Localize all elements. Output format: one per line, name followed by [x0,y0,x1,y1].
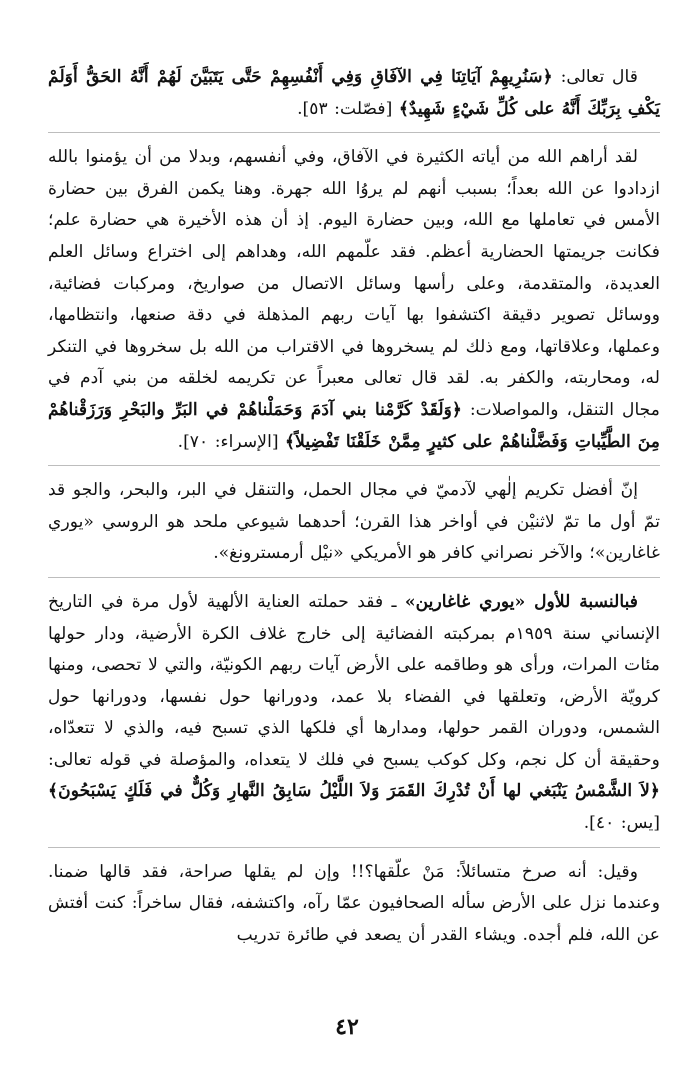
body-text: لقد أراهم الله من أياته الكثيرة في الآفاق، وفي أنفسهم، وبدلا من أن يؤمنوا بالله ازدادوا عن الله بعداً؛ بسبب أنهم لم يروُا الله جهرة. وهنا يكمن الفرق بين حضارة الأمس في تعاملها مع الله، وبين حضارة اليوم. إذ أن هذه الأخيرة هي حضارة علم؛ فكانت جريمتها الحضارية أعظم. فقد علّمهم الله، وهداهم إلى اختراع وسائل العلم العديدة، والمتقدمة، وعلى رأسها وسائل الاتصال من صواريخ، ومركبات فضائية، ووسائل تصوير دقيقة اكتشفوا بها آيات ربهم المذهلة في دقة صنعها، وانتظامها، وعملها، وعلاقاتها، ومع ذلك لم يسخروها في الاقتراب من الله بل سخروها في التنكر له، ومحاربته، والكفر به. لقد قال تعالى معبراً عن تكريمه لخلقه من بني آدم في مجال التنقل، والمواصلات: [48,147,660,420]
body-text: إنّ أفضل تكريم إلٰهي لآدميّ في مجال الحمل، والتنقل في البر، والبحر، والجو قد تمّ أول ما تمّ لاثنيْن في أواخر هذا القرن؛ أحدهما شيوعي ملحد هو الروسي «يوري غاغارين»؛ والآخر نصراني كافر هو الأمريكي «نيْل أرمسترونغ». [48,480,660,564]
paragraph-divider [48,577,660,578]
paragraph-5 [48,857,660,952]
paragraph-divider [48,132,660,133]
page-body [48,62,660,1022]
body-text: [يس: ٤٠]. [583,813,660,834]
page-number: ٤٢ [335,1014,359,1040]
paragraph-2 [48,142,660,458]
body-text: [الإسراء: ٧٠]. [177,431,286,452]
bold-heading-text: فبالنسبة للأول «يوري غاغارين» [404,591,638,612]
quran-verse: ﴿لاَ الشَّمْسُ يَنْبَغي لها أَنْ تُدْرِكَ القَمَرَ وَلاَ اللَّيْلُ سَابِقُ النَّهارِ وَكُلٌّ في فَلَكٍ يَسْبَحُونَ﴾ [48,781,660,802]
quran-verse: ﴿سَنُرِيهِمْ آيَاتِنَا فِي الآفَاقِ وَفِي أَنْفُسِهِمْ حَتَّى يَتَبَيَّنَ لَهُمْ أَنَّهُ الحَقُّ أَوَلَمْ يَكْفِ بِرَبِّكَ أَنَّهُ على كُلِّ شَيْءٍ شَهِيدٌ﴾ [48,67,660,119]
paragraph-divider [48,465,660,466]
body-text: [فصّلت: ٥٣]. [297,98,399,119]
paragraph-3 [48,475,660,570]
paragraph-divider [48,847,660,848]
body-text: وقيل: أنه صرخ متسائلاً: مَنْ علّقها؟!! وإن لم يقلها صراحة، فقد قالها ضمنا. وعندما نزل على الأرض سأله الصحافيون عمّا رآه، واكتشفه، فقال ساخراً: كنت أفتش عن الله، فلم أجده. ويشاء القدر أن يصعد في طائرة تدريب [48,861,661,945]
paragraph-1 [48,62,660,125]
body-text: ـ فقد حملته العناية الألهية لأول مرة في التاريخ الإنساني سنة ١٩٥٩م بمركبته الفضائية إلى خارج غلاف الكرة الأرضية، ودار حولها مئات المرات، ورأى هو وطاقمه على الأرض آيات ربهم الكونيّة، والتي لا تحصى، ومنها كرويّة الأرض، وتعلقها في الفضاء بلا عمد، ودورانها حول نفسها، ودورانها حول الشمس، ودوران القمر حولها، ومدارها أي فلكها الذي تسبح فيه، والذي لا تتعدّاه، وحقيقة أن كل نجم، وكل كوكب يسبح في فلك لا يتعداه، والمؤصلة في قوله تعالى: [48,591,660,770]
quran-verse: ﴿وَلَقَدْ كَرَّمْنا بني آدَمَ وَحَمَلْناهُمْ في البَرِّ والبَحْرِ وَرَزَقْناهُمْ مِنَ الطَّيِّباتِ وَفَضَّلْناهُمْ على كثيرٍ مِمَّنْ خَلَقْنَا تَفْضِيلاً﴾ [48,399,660,452]
body-text: قال تعالى: [552,67,638,87]
paragraph-4 [48,587,660,840]
